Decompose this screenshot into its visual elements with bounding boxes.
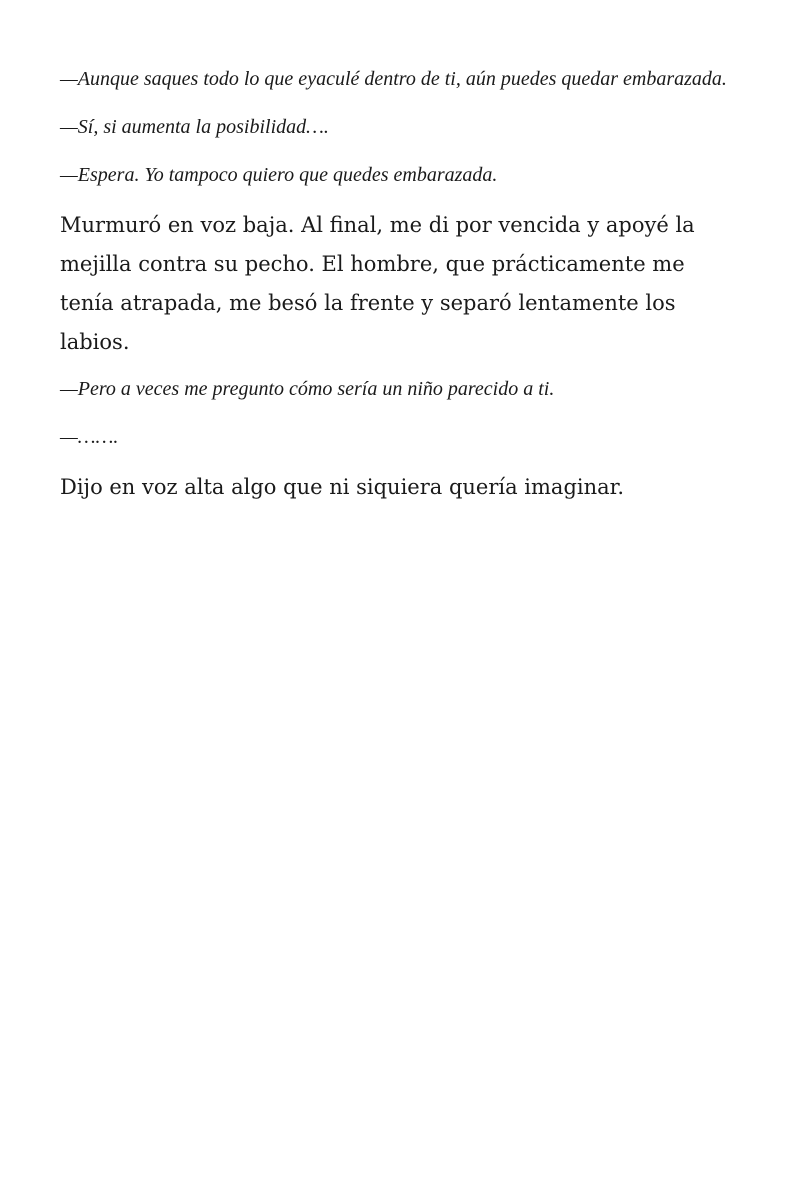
narration-paragraph-2: Dijo en voz alta algo que ni siquiera quería imaginar. (60, 475, 625, 499)
dialogue-line-3: —Espera. Yo tampoco quiero que quedes embarazada. (60, 164, 498, 186)
dialogue-line-4: —Pero a veces me pregunto cómo sería un niño parecido a ti. (60, 378, 555, 400)
narration-paragraph-1: Murmuró en voz baja. Al final, me di por vencida y apoyé la mejilla contra su pecho. El hombre, que prácticamente me tenía atrapada, me besó la frente y separó lentamente los labios. (60, 213, 695, 354)
dialogue-line-5: —……. (60, 426, 119, 448)
book-page (60, 62, 740, 515)
dialogue-line-1: —Aunque saques todo lo que eyaculé dentro de ti, aún puedes quedar embarazada. (60, 68, 727, 90)
dialogue-line-2: —Sí, si aumenta la posibilidad…. (60, 116, 329, 138)
